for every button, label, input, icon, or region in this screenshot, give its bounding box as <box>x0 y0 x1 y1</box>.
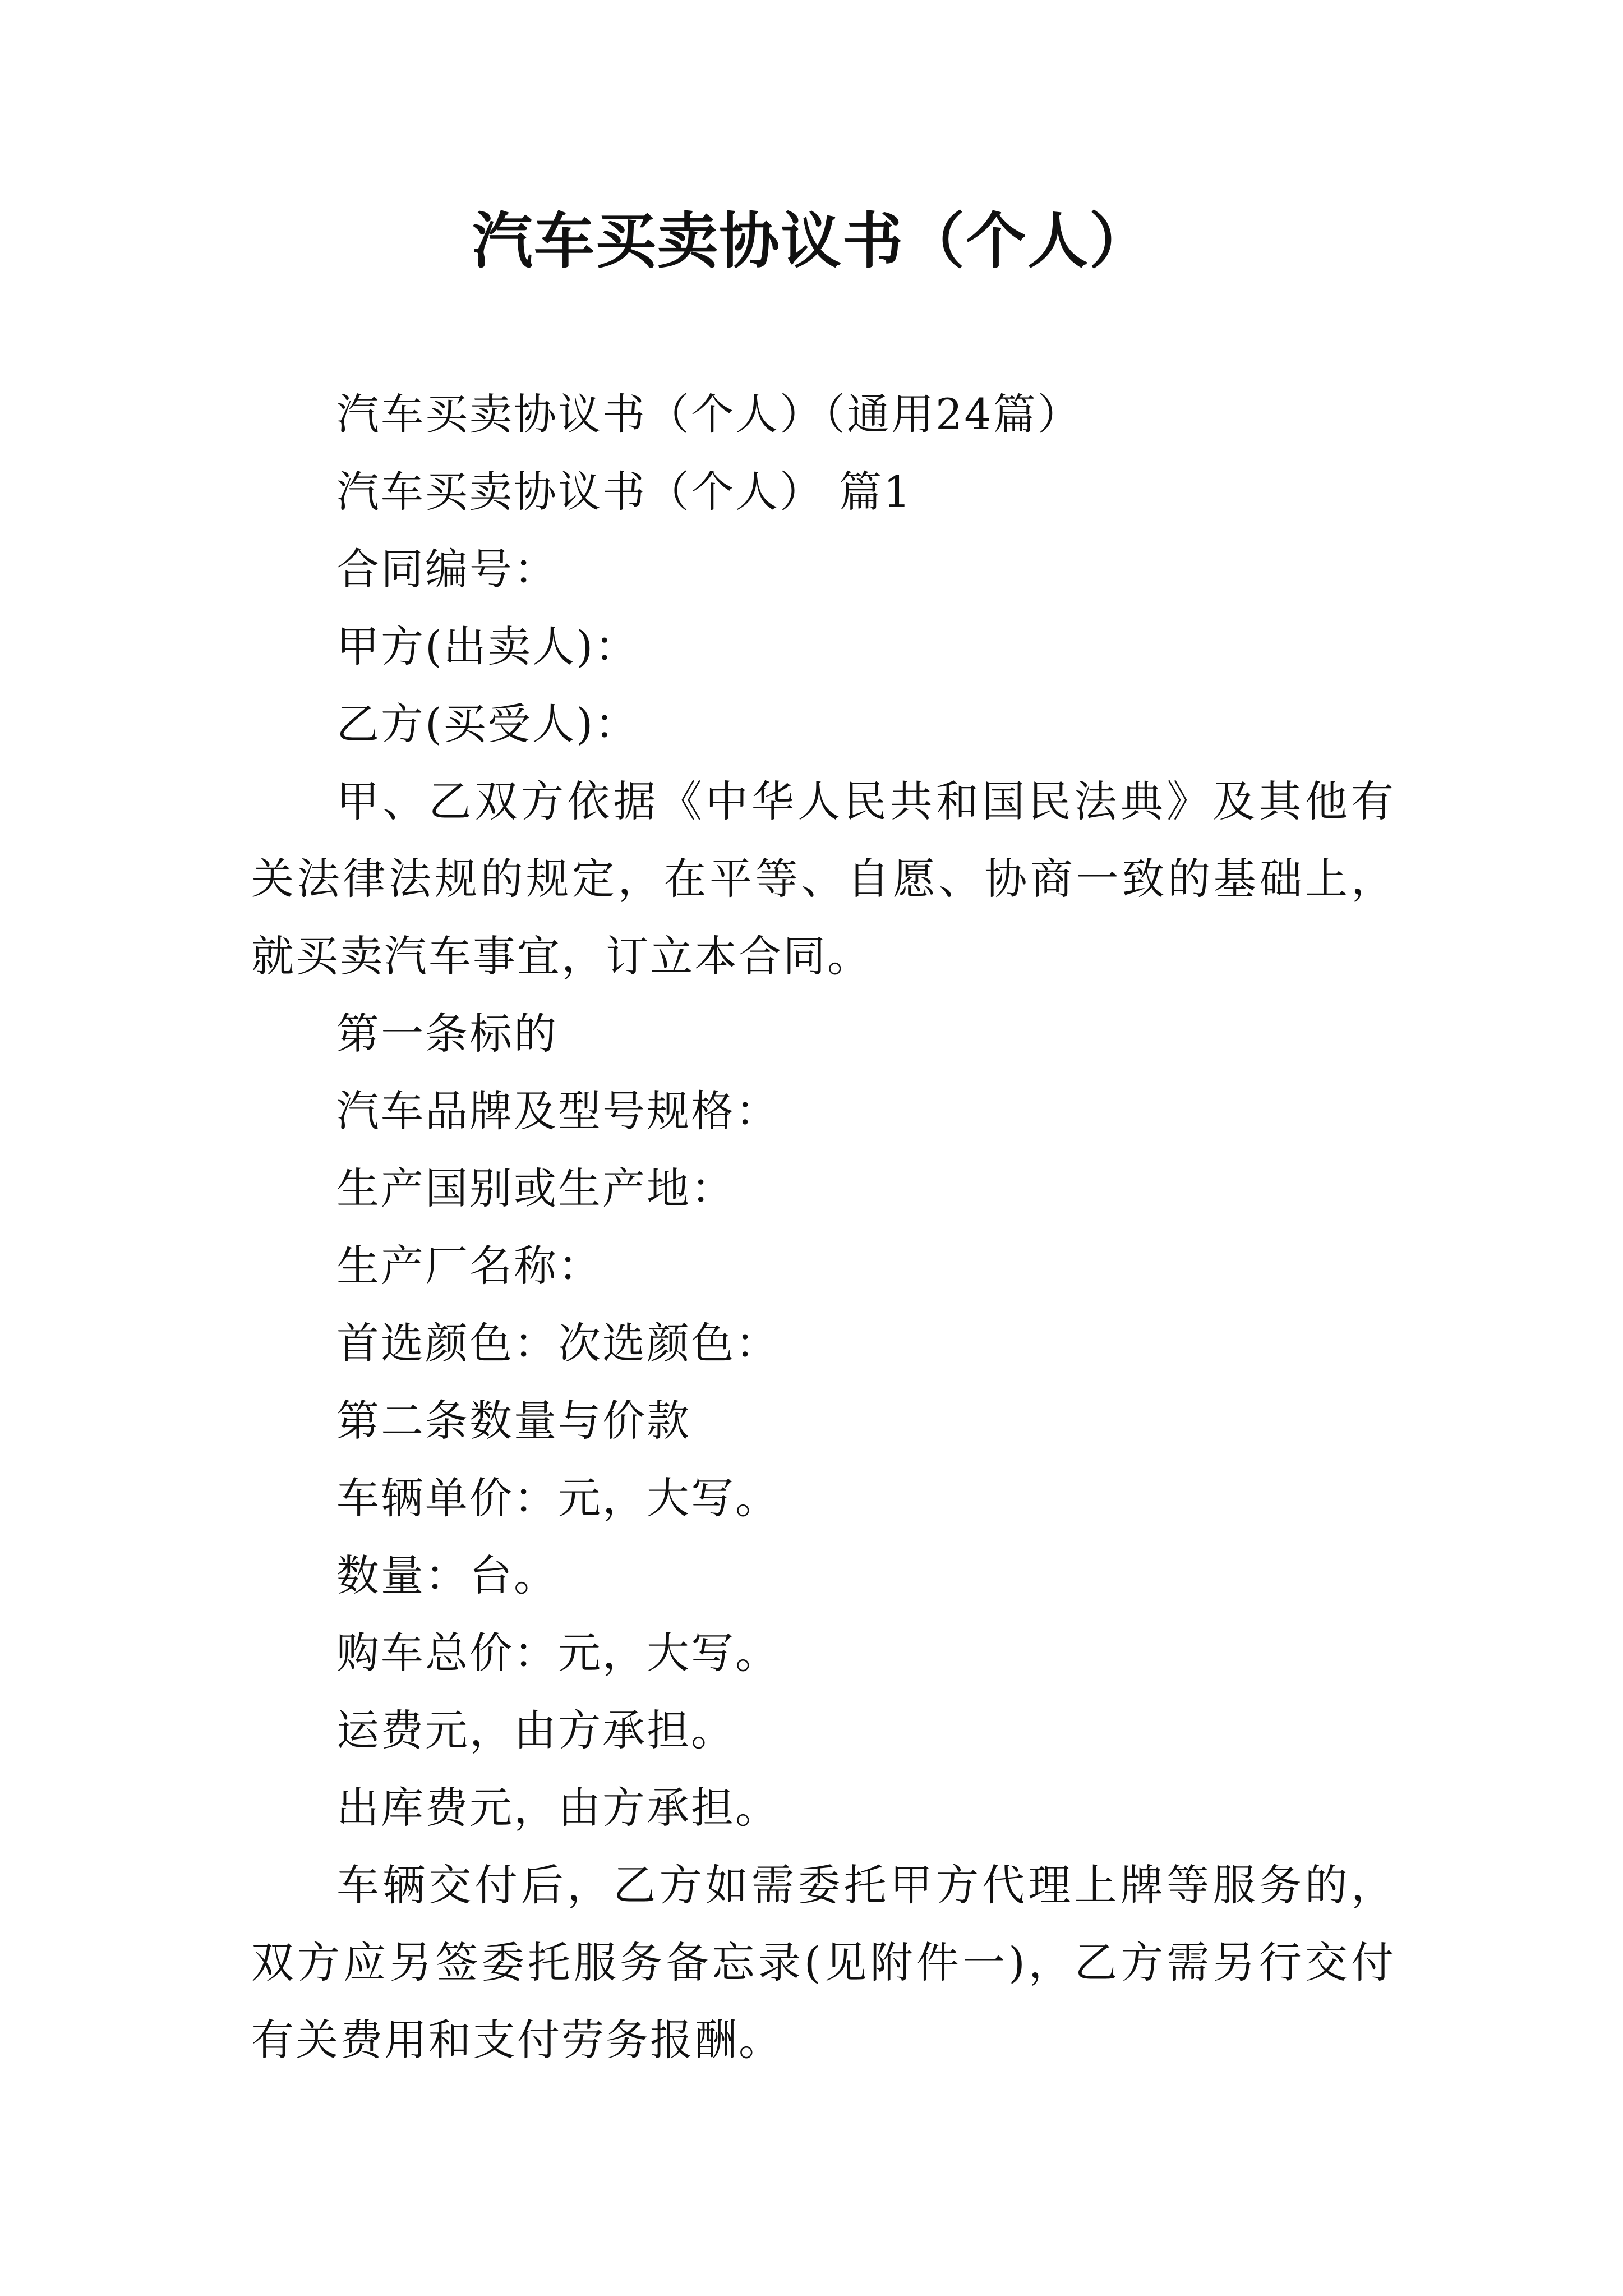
paragraph-delivery-services: 车辆交付后，乙方如需委托甲方代理上牌等服务的，双方应另签委托服务备忘录(见附件一)，乙方需另行交付有关费用和支付劳务报酬。 <box>251 1860 1395 2065</box>
paragraph-manufacturer: 生产厂名称： <box>336 1241 602 1291</box>
document-body <box>251 376 1395 2079</box>
paragraph-colors: 首选颜色：次选颜色： <box>336 1318 780 1368</box>
paragraph-article-heading: 汽车买卖协议书（个人） 篇1 <box>336 467 912 517</box>
paragraph-clause-1-heading: 第一条标的 <box>336 1009 558 1059</box>
paragraph-outbound-fee: 出库费元，由方承担。 <box>336 1783 780 1833</box>
paragraph-party-b: 乙方(买受人)： <box>336 699 639 749</box>
paragraph-total-price: 购车总价：元，大写。 <box>336 1628 780 1678</box>
paragraph-clause-2-heading: 第二条数量与价款 <box>336 1396 691 1446</box>
paragraph-collection-heading: 汽车买卖协议书（个人）（通用24篇） <box>336 389 1082 439</box>
document-title: 汽车买卖协议书（个人） <box>472 206 1151 277</box>
paragraph-brand-model: 汽车品牌及型号规格： <box>336 1086 780 1136</box>
paragraph-party-a: 甲方(出卖人)： <box>336 622 639 671</box>
paragraph-origin: 生产国别或生产地： <box>336 1163 735 1213</box>
paragraph-freight: 运费元，由方承担。 <box>336 1705 735 1755</box>
paragraph-unit-price: 车辆单价：元，大写。 <box>336 1473 780 1523</box>
paragraph-quantity: 数量：台。 <box>336 1550 558 1600</box>
paragraph-preamble: 甲、乙双方依据《中华人民共和国民法典》及其他有关法律法规的规定，在平等、自愿、协商一致的基础上，就买卖汽车事宜，订立本合同。 <box>251 776 1395 981</box>
paragraph-contract-number: 合同编号： <box>336 544 558 594</box>
